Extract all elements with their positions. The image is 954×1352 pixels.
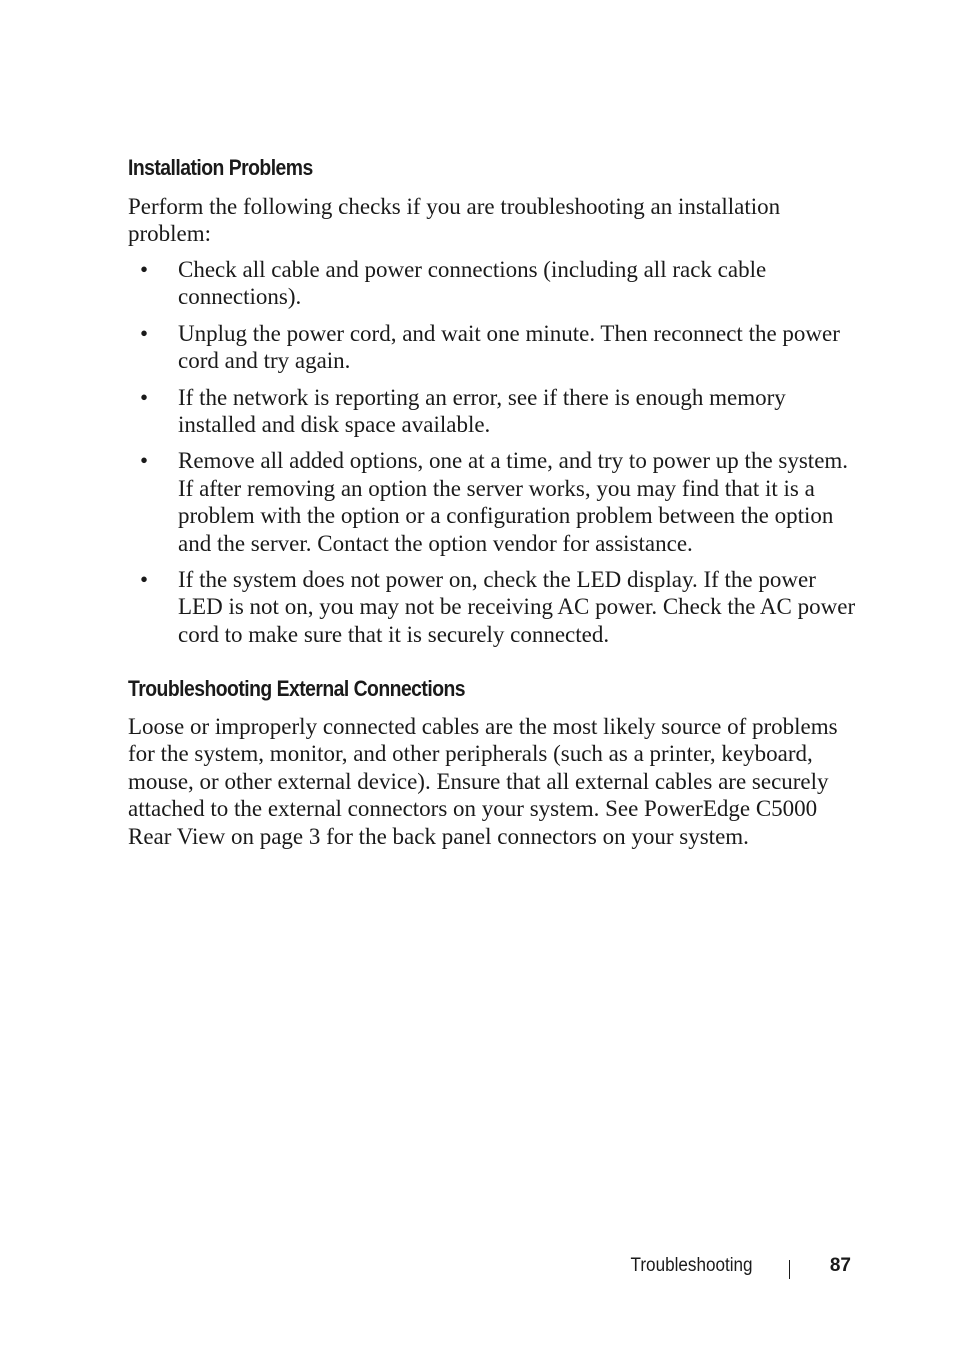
footer-divider	[789, 1260, 790, 1279]
page-number: 87	[829, 1255, 851, 1276]
list-item	[128, 566, 858, 648]
installation-checklist	[128, 256, 858, 657]
section-heading-troubleshooting-external-connections: Troubleshooting External Connections	[128, 676, 466, 701]
section-heading-installation-problems: Installation Problems	[128, 155, 313, 180]
list-item-text: Unplug the power cord, and wait one minute. Then reconnect the power cord and try again.	[178, 320, 840, 374]
list-item	[128, 256, 858, 311]
page-footer	[0, 1255, 954, 1281]
bullet-icon: •	[140, 384, 149, 410]
footer-section-name: Troubleshooting	[630, 1255, 753, 1276]
installation-intro-paragraph: Perform the following checks if you are troubleshooting an installation problem:	[128, 194, 781, 247]
list-item	[128, 447, 858, 557]
list-item	[128, 384, 858, 439]
external-connections-paragraph: Loose or improperly connected cables are the most likely source of problems for the system, monitor, and other peripherals (such as a printer, keyboard, mouse, or other external device). Ensure that all external cables are securely attached to the external connectors on your system. See PowerEdge C5000 Rear View on page 3 for the back panel connectors on your system.	[128, 714, 838, 849]
list-item-text: If the system does not power on, check the LED display. If the power LED is not on, you may not be receiving AC power. Check the AC power cord to make sure that it is securely connected.	[178, 567, 856, 647]
list-item	[128, 320, 858, 375]
bullet-icon: •	[140, 320, 149, 346]
list-item-text: Remove all added options, one at a time, and try to power up the system. If after removing an option the server works, you may find that it is a problem with the option or a configuration problem between the option and the server. Contact the option vendor for assistance.	[178, 448, 849, 556]
bullet-icon: •	[140, 567, 149, 593]
bullet-icon: •	[140, 257, 149, 282]
list-item-text: If the network is reporting an error, see if there is enough memory installed and disk space available.	[178, 384, 786, 438]
list-item-text: Check all cable and power connections (including all rack cable connections).	[178, 257, 767, 310]
bullet-icon: •	[140, 448, 149, 474]
